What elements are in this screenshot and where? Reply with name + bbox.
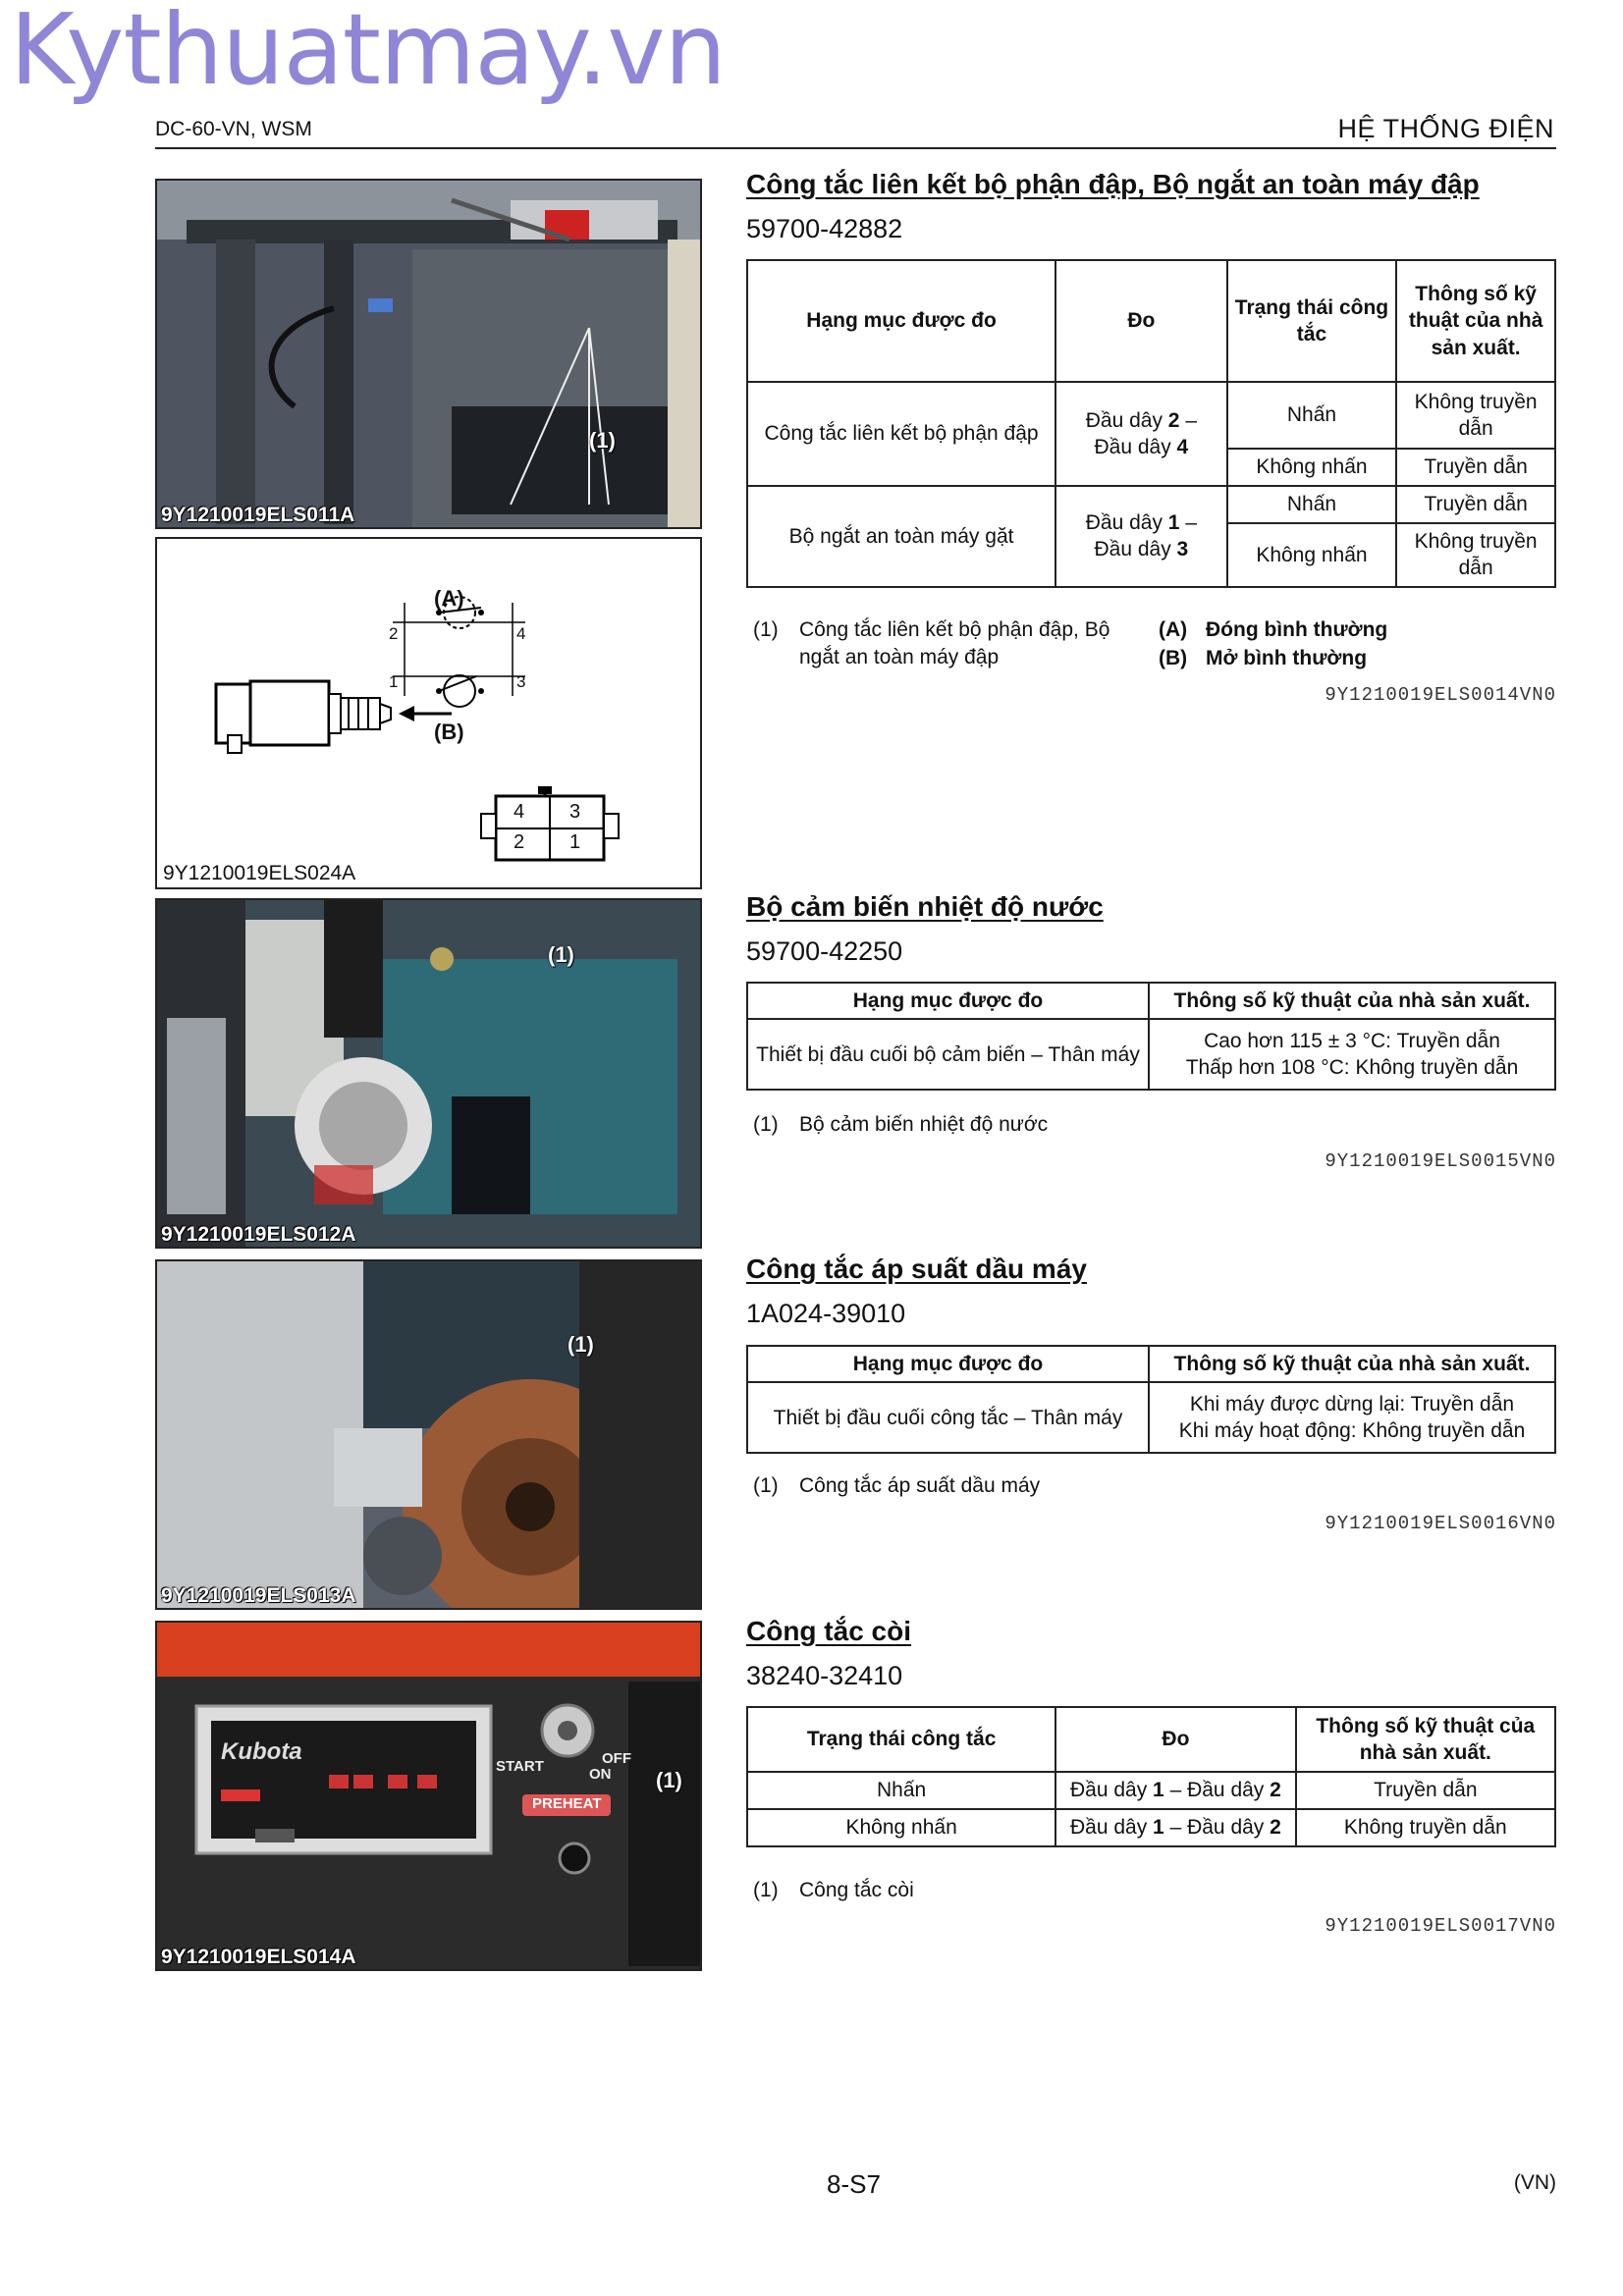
reference-code: 9Y1210019ELS0014VN0 bbox=[1325, 684, 1556, 706]
legend-b-key: (B) bbox=[1159, 647, 1188, 669]
col-header-spec: Thông số kỹ thuật của nhà sản xuất. bbox=[1396, 260, 1555, 382]
photo-callout: (1) bbox=[568, 1332, 594, 1357]
table-cell-item: Công tắc liên kết bộ phận đập bbox=[747, 382, 1055, 486]
spec-table bbox=[746, 259, 1556, 588]
table-cell-spec: Không truyền dẫn bbox=[1296, 1809, 1555, 1846]
table-cell-measure: Đầu dây 1 – Đầu dây 2 bbox=[1055, 1809, 1295, 1846]
note-text: Công tắc áp suất dầu máy bbox=[799, 1474, 1041, 1497]
photo-callout: (1) bbox=[548, 942, 574, 967]
connector-pin-3: 3 bbox=[569, 801, 581, 823]
legend-b-text: Mở bình thường bbox=[1206, 647, 1368, 669]
table-cell-measure: Đầu dây 2 – Đầu dây 4 bbox=[1055, 382, 1227, 486]
col-header-spec: Thông số kỹ thuật của nhà sản xuất. bbox=[1296, 1707, 1555, 1772]
reference-code: 9Y1210019ELS0017VN0 bbox=[1325, 1915, 1556, 1937]
diagram-label-a: (A) bbox=[434, 586, 464, 611]
photo-caption: 9Y1210019ELS014A bbox=[161, 1946, 356, 1968]
note-number: (1) bbox=[753, 618, 779, 641]
table-cell-spec: Truyền dẫn bbox=[1396, 449, 1555, 486]
panel-off-label: OFF bbox=[602, 1750, 631, 1767]
reference-code: 9Y1210019ELS0016VN0 bbox=[1325, 1513, 1556, 1534]
panel-start-label: START bbox=[496, 1758, 544, 1775]
table-cell-item: Thiết bị đầu cuối công tắc – Thân máy bbox=[747, 1382, 1149, 1453]
col-header-measure: Đo bbox=[1055, 1707, 1295, 1772]
diagram-caption: 9Y1210019ELS024A bbox=[163, 862, 356, 884]
photo-oil-pressure-switch bbox=[155, 1259, 702, 1610]
connector-pin-1: 1 bbox=[569, 831, 581, 853]
spec-table bbox=[746, 1345, 1556, 1454]
col-header-item: Hạng mục được đo bbox=[747, 260, 1055, 382]
diagram-pin-1: 1 bbox=[389, 672, 399, 691]
note-number: (1) bbox=[753, 1474, 779, 1497]
section-title: Bộ cảm biến nhiệt độ nước bbox=[746, 891, 1104, 922]
col-header-state: Trạng thái công tắc bbox=[1227, 260, 1397, 382]
legend-a-text: Đóng bình thường bbox=[1206, 618, 1388, 641]
note-number: (1) bbox=[753, 1113, 779, 1136]
section-title: Công tắc liên kết bộ phận đập, Bộ ngắt an toàn máy đập bbox=[746, 169, 1480, 199]
legend-a-key: (A) bbox=[1159, 618, 1188, 641]
col-header-item: Hạng mục được đo bbox=[747, 1346, 1149, 1382]
part-number: 38240-32410 bbox=[746, 1661, 903, 1690]
part-number: 59700-42882 bbox=[746, 214, 903, 243]
photo-water-temp-sensor bbox=[155, 898, 702, 1249]
table-cell-state: Nhấn bbox=[1227, 486, 1397, 523]
spec-table bbox=[746, 982, 1556, 1091]
col-header-state: Trạng thái công tắc bbox=[747, 1707, 1055, 1772]
photo-threshing-switch bbox=[155, 179, 702, 529]
header-section-title: HỆ THỐNG ĐIỆN bbox=[1337, 114, 1554, 143]
table-cell-state: Không nhấn bbox=[1227, 449, 1397, 486]
table-cell-state: Không nhấn bbox=[747, 1809, 1055, 1846]
note-text: Công tắc liên kết bộ phận đập, Bộ ngắt an toàn máy đập bbox=[799, 618, 1110, 669]
photo-oil-pressure-switch-illustration bbox=[157, 1261, 700, 1608]
table-cell-spec: Cao hơn 115 ± 3 °C: Truyền dẫn Thấp hơn 108 °C: Không truyền dẫn bbox=[1149, 1019, 1555, 1090]
photo-callout: (1) bbox=[589, 428, 616, 453]
table-cell-spec: Khi máy được dừng lại: Truyền dẫn Khi máy hoạt động: Không truyền dẫn bbox=[1149, 1382, 1555, 1453]
photo-threshing-switch-illustration bbox=[157, 181, 700, 527]
table-cell-state: Không nhấn bbox=[1227, 523, 1397, 587]
photo-caption: 9Y1210019ELS011A bbox=[161, 504, 355, 526]
reference-code: 9Y1210019ELS0015VN0 bbox=[1325, 1150, 1556, 1172]
note-number: (1) bbox=[753, 1879, 779, 1901]
table-cell-state: Nhấn bbox=[1227, 382, 1397, 449]
table-cell-measure: Đầu dây 1 – Đầu dây 3 bbox=[1055, 486, 1227, 587]
diagram-pin-4: 4 bbox=[516, 624, 526, 643]
table-cell-spec: Truyền dẫn bbox=[1396, 486, 1555, 523]
table-cell-item: Bộ ngắt an toàn máy gặt bbox=[747, 486, 1055, 587]
language-tag: (VN) bbox=[1513, 2171, 1556, 2194]
diagram-pin-3: 3 bbox=[516, 672, 526, 691]
photo-horn-switch bbox=[155, 1621, 702, 1971]
photo-horn-switch-illustration bbox=[157, 1623, 700, 1969]
panel-preheat-label: PREHEAT bbox=[532, 1795, 602, 1812]
section-title: Công tắc áp suất dầu máy bbox=[746, 1254, 1087, 1284]
spec-table bbox=[746, 1706, 1556, 1847]
part-number: 59700-42250 bbox=[746, 936, 903, 966]
table-cell-measure: Đầu dây 1 – Đầu dây 2 bbox=[1055, 1772, 1295, 1809]
photo-caption: 9Y1210019ELS012A bbox=[161, 1223, 356, 1246]
note-text: Công tắc còi bbox=[799, 1879, 914, 1901]
diagram-label-b: (B) bbox=[434, 720, 464, 744]
note-text: Bộ cảm biến nhiệt độ nước bbox=[799, 1113, 1049, 1136]
connector-pin-4: 4 bbox=[514, 801, 525, 823]
connector-pin-2: 2 bbox=[514, 831, 525, 853]
part-number: 1A024-39010 bbox=[746, 1299, 906, 1328]
col-header-spec: Thông số kỹ thuật của nhà sản xuất. bbox=[1149, 983, 1555, 1019]
table-cell-state: Nhấn bbox=[747, 1772, 1055, 1809]
col-header-measure: Đo bbox=[1055, 260, 1227, 382]
table-cell-spec: Truyền dẫn bbox=[1296, 1772, 1555, 1809]
photo-water-temp-sensor-illustration bbox=[157, 900, 700, 1247]
switch-diagram bbox=[155, 537, 702, 889]
photo-caption: 9Y1210019ELS013A bbox=[161, 1584, 356, 1607]
photo-callout: (1) bbox=[656, 1768, 682, 1792]
watermark: Kythuatmay.vn bbox=[10, 0, 726, 107]
header-rule bbox=[155, 147, 1556, 149]
table-cell-spec: Không truyền dẫn bbox=[1396, 523, 1555, 587]
diagram-pin-2: 2 bbox=[389, 624, 399, 643]
col-header-spec: Thông số kỹ thuật của nhà sản xuất. bbox=[1149, 1346, 1555, 1382]
switch-diagram-drawing bbox=[157, 539, 700, 887]
header-doc-code: DC-60-VN, WSM bbox=[155, 118, 312, 140]
table-cell-item: Thiết bị đầu cuối bộ cảm biến – Thân máy bbox=[747, 1019, 1149, 1090]
col-header-item: Hạng mục được đo bbox=[747, 983, 1149, 1019]
section-title: Công tắc còi bbox=[746, 1616, 912, 1646]
table-cell-spec: Không truyền dẫn bbox=[1396, 382, 1555, 449]
page-number: 8-S7 bbox=[827, 2169, 881, 2199]
panel-on-label: ON bbox=[589, 1766, 612, 1783]
panel-brand-logo: Kubota bbox=[221, 1738, 302, 1765]
